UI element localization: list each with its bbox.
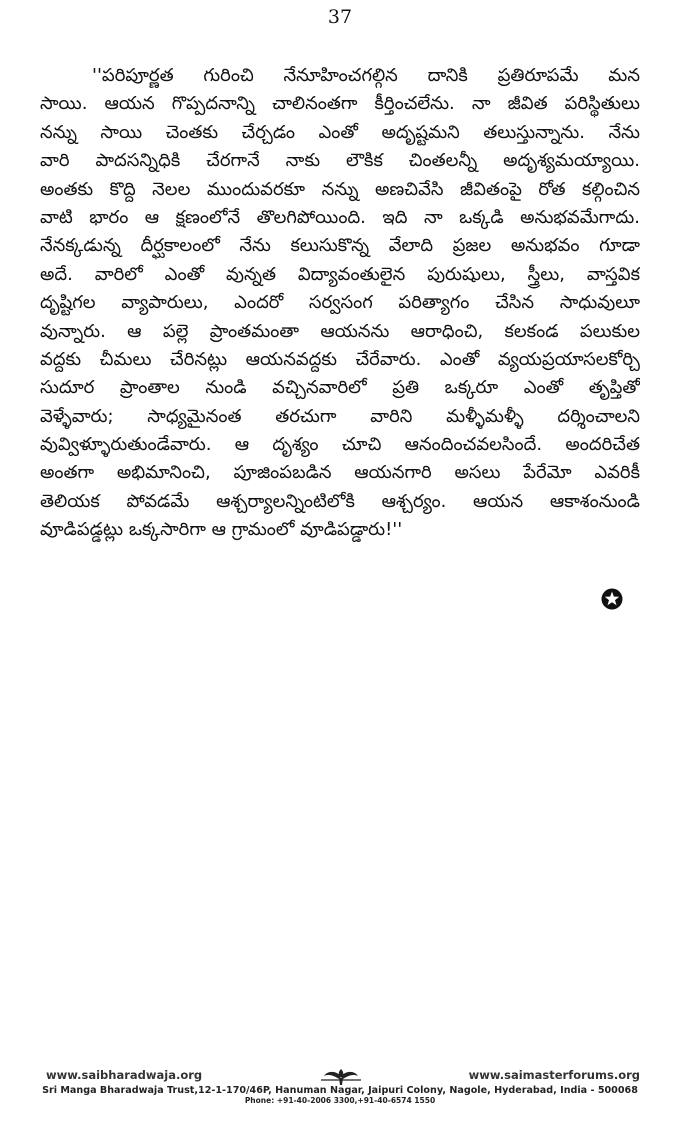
ornament-logo-icon [319,1068,363,1086]
text-line: సుదూర ప్రాంతాల నుండి వచ్చినవారిలో ప్రతి ఒక్కరూ ఎంతో తృప్తితో [40,377,640,399]
text-line: వద్దకు చీమలు చేరినట్లు ఆయనవద్దకు చేరేవారు. ఎంతో వ్యయప్రయాసలకోర్చి [40,348,640,370]
text-line: వూడిపడ్డట్లు ఒక్కసారిగా ఆ గ్రామంలో వూడిపడ్డారు!'' [40,519,403,541]
star-in-circle-icon [601,588,623,610]
text-line: అంతగా అభిమానించి, పూజింపబడిన ఆయనగారి అసలు పేరేమో ఎవరికీ [40,462,640,484]
text-line: అంతకు కొద్ది నెలల ముందువరకూ నన్ను అణచివేసి జీవితంపై రోత కల్గించిన [40,178,640,200]
text-line: వారి పాదసన్నిధికి చేరగానే నాకు లౌకిక చింతలన్నీ అదృశ్యమయ్యాయి. [40,150,640,172]
text-line: వువ్విళ్ళూరుతుండేవారు. ఆ దృశ్యం చూచి ఆనందించవలసిందే. అందరిచేత [40,434,640,456]
text-line: తెలియక పోవడమే ఆశ్చర్యాలన్నింటిలోకి ఆశ్చర్యం. ఆయన ఆకాశంనుండి [40,490,640,512]
page-number: 37 [327,6,353,28]
text-line: వాటి భారం ఆ క్షణంలోనే తొలగిపోయింది. ఇది నా ఒక్కడి అనుభవమేగాదు. [40,206,640,228]
text-line: వెళ్ళేవారు; సాధ్యమైనంత తరచుగా వారిని మళ్ళీమళ్ళీ దర్శించాలని [40,405,640,427]
text-line: ''పరిపూర్ణత గురించి నేనూహించగల్గిన దానికి ప్రతిరూపమే మన [92,65,640,86]
trust-address: Sri Manga Bharadwaja Trust,12-1-170/46P, Hanuman Nagar, Jaipuri Colony, Nagole, Hyderabad, India - 500068 [42,1085,638,1096]
text-line: నన్ను సాయి చెంతకు చేర్చడం ఎంతో అదృష్టమని తలుస్తున్నాను. నేను [40,121,640,143]
text-line: అదే. వారిలో ఎంతో వున్నత విద్యావంతులైన పురుషులు, స్త్రీలు, వాస్తవిక [40,263,640,285]
phone-numbers: Phone: +91-40-2006 3300,+91-40-6574 1550 [244,1096,436,1105]
website-link-left[interactable]: www.saibharadwaja.org [46,1068,203,1082]
page-footer [40,1068,640,1105]
website-link-right[interactable]: www.saimasterforums.org [468,1068,640,1082]
text-line: సాయి. ఆయన గొప్పదనాన్ని చాలినంతగా కీర్తించలేను. నా జీవిత పరిస్థితులు [40,93,640,115]
text-line: వున్నారు. ఆ పల్లె ప్రాంతమంతా ఆయనను ఆరాధించి, కలకండ పలుకుల [40,320,640,342]
text-line: దృష్టిగల వ్యాపారులు, ఎందరో సర్వసంగ పరిత్యాగం చేసిన సాధువులూ [40,292,640,314]
text-line: నేనక్కడున్న దీర్ఘకాలంలో నేను కలుసుకొన్న వేలాది ప్రజల అనుభవం గూడా [40,235,640,257]
body-paragraph [40,62,640,545]
